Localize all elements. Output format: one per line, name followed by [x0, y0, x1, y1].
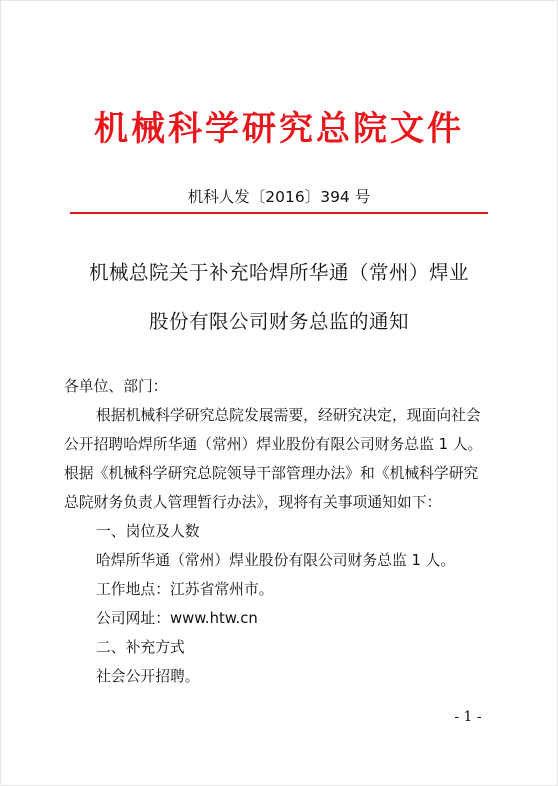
section-heading-positions: 一、岗位及人数 — [96, 523, 200, 540]
document-masthead: 机械科学研究总院文件 — [94, 109, 464, 149]
paragraph-line-1: 根据机械科学研究总院发展需要，经研究决定，现面向社会 — [96, 407, 481, 424]
red-separator-line — [70, 212, 488, 214]
notice-title-line-1: 机械总院关于补充哈焊所华通（常州）焊业 — [88, 261, 469, 284]
salutation: 各单位、部门： — [64, 378, 168, 395]
notice-title-line-2: 股份有限公司财务总监的通知 — [148, 310, 409, 333]
paragraph-line-3: 根据《机械科学研究总院领导干部管理办法》和《机械科学研究 — [64, 465, 479, 482]
document-number: 机科人发〔2016〕394 号 — [187, 188, 371, 206]
paragraph-line-2: 公开招聘哈焊所华通（常州）焊业股份有限公司财务总监 1 人。 — [64, 436, 483, 453]
recruitment-method: 社会公开招聘。 — [96, 668, 200, 685]
section-heading-method: 二、补充方式 — [96, 639, 185, 656]
work-location: 工作地点：江苏省常州市。 — [96, 581, 274, 598]
position-description: 哈焊所华通（常州）焊业股份有限公司财务总监 1 人。 — [96, 552, 456, 569]
company-website: 公司网址：www.htw.cn — [96, 610, 258, 627]
paragraph-line-4: 总院财务负责人管理暂行办法》，现将有关事项通知如下： — [64, 494, 442, 511]
page-number: - 1 - — [454, 709, 482, 725]
